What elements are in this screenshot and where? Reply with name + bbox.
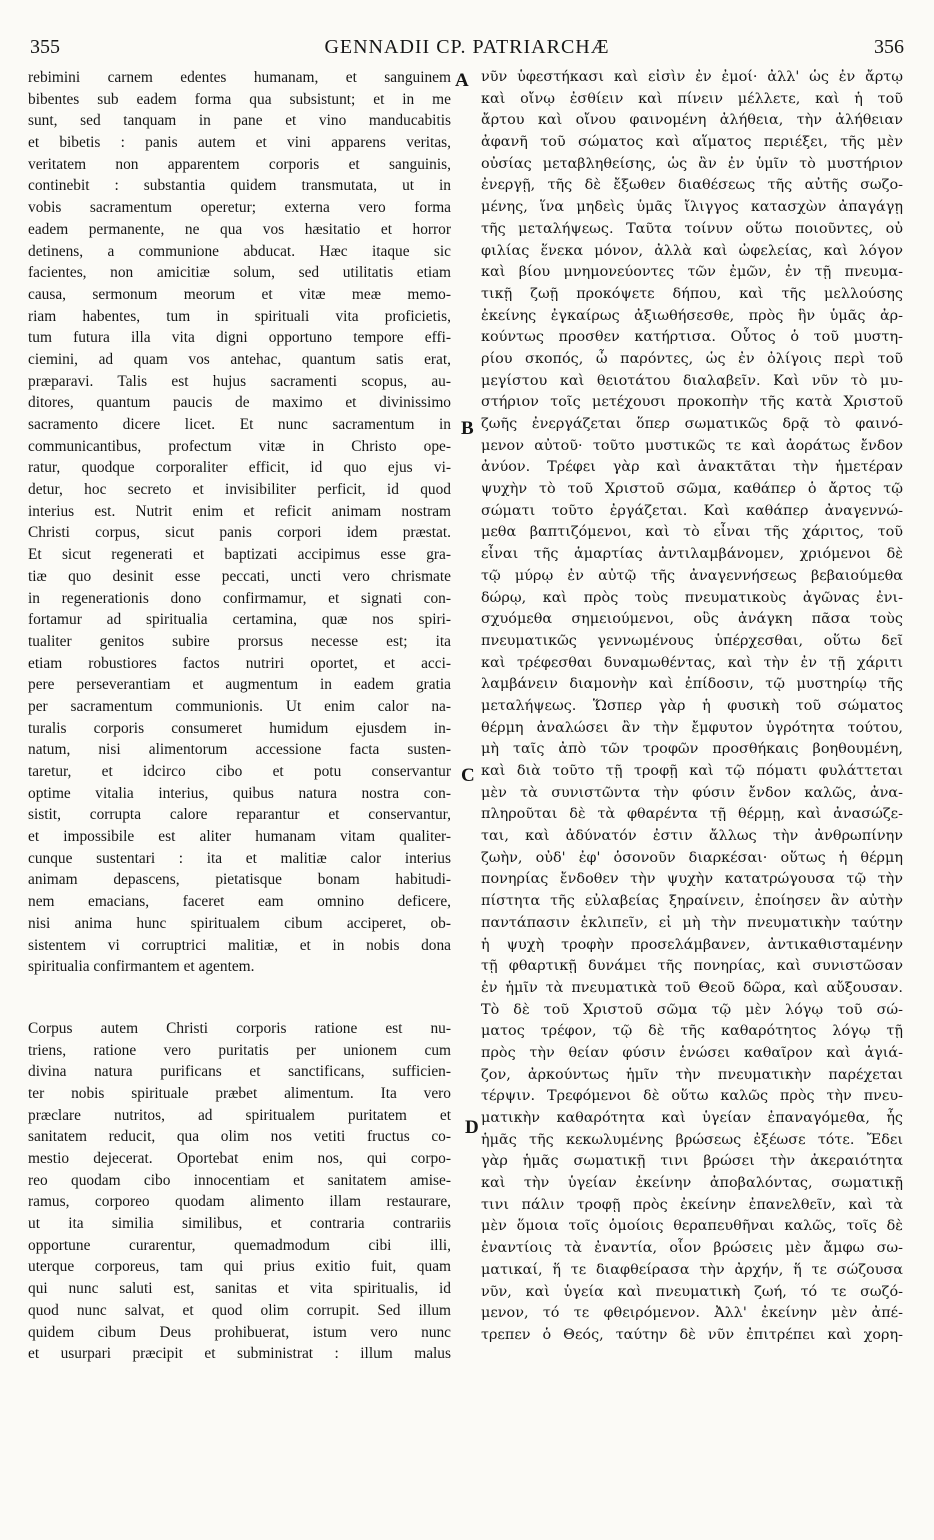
text-line: tualiter genitos subire prorsus necesse est; ita bbox=[28, 632, 451, 650]
text-line: τῆς μεταλήψεως. Ταῦτα τοίνυν οὕτω ποιοῦντες, οὐ bbox=[481, 220, 903, 237]
section-marker-b: B bbox=[461, 418, 474, 439]
text-line: vobis sacramentum operetur; externa vero forma bbox=[28, 199, 451, 217]
text-line: detur, hoc secreto et invisibiliter perficit, id quod bbox=[28, 481, 451, 499]
text-line: ciemini, ad quam vos antehac, quantum satis erat, bbox=[28, 350, 451, 368]
text-line: taretur, et idcirco cibo et potu conservantur bbox=[28, 763, 451, 780]
text-line: nem emacians, faceret eam omnino deficere, bbox=[28, 893, 451, 911]
text-line: ζον, ἀρκούντως ἡμῖν τὴν πνευματικὴν παρέχεται bbox=[481, 1066, 903, 1083]
text-line: τῇ φθαρτικῇ δυνάμει τῆς πονηρίας, καὶ συνιστῶσαν bbox=[481, 958, 903, 975]
text-line: tum futura illa vita digni opportuno tempore effi- bbox=[28, 329, 451, 347]
text-line: et impossibile est aliter humanam vitam qualiter- bbox=[28, 828, 451, 846]
running-header bbox=[30, 36, 904, 62]
text-line: πρὸς τὴν θείαν φύσιν ἑνώσει καθαῖρον καὶ ἁγιά- bbox=[481, 1044, 903, 1061]
text-line: ἐκείνης ἐγκαίρως ἀξιωθήσεσθε, πρὸς ἣν ὑμᾶς ἀρ- bbox=[481, 307, 903, 324]
text-line: rebimini carnem edentes humanam, et sanguinem bbox=[28, 69, 451, 86]
text-line: ratur, quodque corporaliter efficit, id quo ejus vi- bbox=[28, 459, 451, 477]
text-line: mestio dejecerat. Oportebat enim nos, qui corpo- bbox=[28, 1150, 451, 1167]
text-line: Corpus autem Christi corporis ratione est nu- bbox=[28, 1019, 451, 1037]
text-line: ἐναντίοις τὰ ἐναντία, οἷον βρώσεις μὲν ἄμφω σω- bbox=[481, 1240, 903, 1257]
text-line: ter nobis spirituale præbet alimentum. Ita vero bbox=[28, 1084, 451, 1102]
text-line: triens, ratione vero puritatis per unionem cum bbox=[28, 1041, 451, 1059]
page-number-left: 355 bbox=[30, 36, 60, 58]
text-line: κούντως προσθεν κατήρτισα. Οὗτος ὁ τοῦ μυστη- bbox=[481, 329, 903, 346]
text-line: per sacramentum communionis. Ut enim calor na- bbox=[28, 697, 451, 715]
text-line: καὶ βίου μνημονεύοντες τῶν ἐμῶν, ἐν τῇ πνευμα- bbox=[481, 264, 903, 281]
text-line: ἐν ἡμῖν τὰ πνευματικὰ τοῦ Θεοῦ δῶρα, καὶ αὔξουσαν. bbox=[481, 979, 903, 996]
text-line: pere perseverantiam et augmentum in eadem gratia bbox=[28, 676, 451, 694]
text-line: turalis corporis consumeret humidum ejusdem in- bbox=[28, 719, 451, 737]
text-line: σώματι τοῦτο ἐργάζεται. Καὶ καθάπερ ἀναγεννώ- bbox=[481, 502, 903, 519]
section-marker-a: A bbox=[455, 70, 469, 91]
text-line: opportune curarentur, quemadmodum cibi illi, bbox=[28, 1236, 451, 1254]
text-line: μεγίστου καὶ θειοτάτου διαλαβεῖν. Καὶ νῦν τὸ μυ- bbox=[481, 372, 903, 389]
text-line: detinens, a communione abducat. Hæc itaque sic bbox=[28, 242, 451, 260]
text-line: λαμβάνειν διαμονὴν καὶ ἐπίδοσιν, τῷ μυστηρίῳ τῆς bbox=[481, 676, 903, 693]
text-line: eadem permanente, ne qua vos hæsitatio et horror bbox=[28, 220, 451, 238]
text-line: ζωὴν, οὐδ' ἐφ' ὁσονοῦν διαρκέσαι· οὕτως ἡ θέρμη bbox=[481, 849, 903, 866]
text-line: ramus, corporeo quodam alimento illam restaurare, bbox=[28, 1193, 451, 1211]
text-line: animam depascens, pietatisque bonam habitudi- bbox=[28, 871, 451, 889]
text-line: στήριον τοῖς μετέχουσι προκοπὴν τῆς κατὰ Χριστοῦ bbox=[481, 394, 903, 411]
text-line: quidem cibum Deus prohibuerat, istum vero nunc bbox=[28, 1323, 451, 1341]
text-line: tiæ quo desinit esse peccati, uncti vero chrismate bbox=[28, 567, 451, 585]
text-line: fortamur ad spiritualia certamina, quæ nos spiri- bbox=[28, 611, 451, 629]
text-line: ἡμᾶς τῆς κεκωλυμένης βρώσεως ἐξέωσε τότε. Ἔδει bbox=[481, 1131, 903, 1148]
text-line: Christi corpus, sicut panis corpori idem præstat. bbox=[28, 524, 451, 542]
text-line: καὶ διὰ τοῦτο τῇ τροφῇ καὶ τῷ πόματι φυλάττεται bbox=[481, 763, 903, 779]
text-line: τῷ μύρῳ ἐν αὐτῷ τῆς ἀναγεννήσεως βεβαιούμεθα bbox=[481, 567, 903, 584]
text-line: et usurpari præcipit et subministrat : illum malus bbox=[28, 1345, 451, 1363]
text-line: uterque corporeus, tam qui prius exitio fuit, quam bbox=[28, 1258, 451, 1276]
text-line: φιλίας ἕνεκα μόνον, ἀλλὰ καὶ ὠφελείας, καὶ λόγον bbox=[481, 242, 903, 259]
text-line: καὶ τὴν ὑγείαν ἐκείνην ἀποβαλόντας, σωματικῇ bbox=[481, 1175, 903, 1192]
text-line: cunque sustentari : ita et malitiæ calor interius bbox=[28, 849, 451, 867]
text-line: optime vitalia interius, quibus natura nostra con- bbox=[28, 784, 451, 802]
text-line: ζωῆς ἐνεργάζεται ὅπερ σωματικῶς δρᾷ τὸ φαινό- bbox=[481, 416, 903, 432]
text-line: Et sicut regenerati et baptizati accipimus esse gra- bbox=[28, 546, 451, 564]
text-line: divina natura purificans et sanctificans, sufficien- bbox=[28, 1063, 451, 1081]
text-line: τρεπεν ὁ Θεός, ταύτην δὲ νῦν ἐπιτρέπει καὶ χορη- bbox=[481, 1326, 903, 1343]
text-line: ἄρτου καὶ οἴνου φαινομένη ἀλήθεια, τὴν ἀλήθειαν bbox=[481, 112, 903, 129]
text-line: μεθα βαπτιζόμενοι, καὶ τὸ εἶναι τῆς χάριτος, τοῦ bbox=[481, 524, 903, 541]
text-line: ditores, quantum paucis de maximo et divinissimo bbox=[28, 394, 451, 412]
running-title: GENNADII CP. PATRIARCHÆ bbox=[324, 36, 610, 58]
text-line: δώρῳ, καὶ πρὸς τοὺς πνευματικοὺς ἀγῶνας ἐνι- bbox=[481, 589, 903, 606]
text-line: et bibetis : panis autem et vini apparens veritas, bbox=[28, 134, 451, 152]
text-line: μὴ ταῖς ἀπὸ τῶν τροφῶν προσθήκαις βοηθουμένη, bbox=[481, 741, 903, 758]
text-line: σχυόμεθα σημειούμενοι, οὓς ἀνάγκη πᾶσα τοὺς bbox=[481, 611, 903, 628]
text-line: interius est. Nutrit enim et reficit animam nostram bbox=[28, 502, 451, 520]
text-line: Τὸ δὲ τοῦ Χριστοῦ σῶμα τῷ μὲν λόγῳ τοῦ σώ- bbox=[481, 1001, 903, 1018]
text-line: ται, καὶ ἀδύνατόν ἐστιν ἄλλως τὴν ἀνθρωπίνην bbox=[481, 828, 903, 845]
text-line: qui nunc saluti est, sanitas et vita spiritualis, id bbox=[28, 1280, 451, 1298]
text-line: τέρψιν. Τρεφόμενοι δὲ οὕτω καλῶς πρὸς τὴν πνευ- bbox=[481, 1088, 903, 1105]
text-line: θέρμη ἀναλώσει ἂν τὴν ἔμφυτον ὑγρότητα τούτου, bbox=[481, 719, 903, 736]
text-line: sacramento dicere licet. Et nunc sacramentum in bbox=[28, 416, 451, 433]
text-line: sunt, sed tanquam in pane et vino manducabitis bbox=[28, 112, 451, 130]
text-line: μένης, ἵνα μηδεὶς ὑμᾶς ἴλιγγος κατασχὼν ἀπαγάγῃ bbox=[481, 199, 903, 216]
text-line: bibentes sub eadem forma qua subsistunt; et in me bbox=[28, 90, 451, 108]
text-line: communicantibus, profectum vitæ in Christo ope- bbox=[28, 437, 451, 455]
section-marker-d: D bbox=[465, 1117, 479, 1138]
text-line: reo quodam cibo innocentiam et sanitatem amise- bbox=[28, 1171, 451, 1189]
text-line: ψυχὴν τὸ τοῦ Χριστοῦ σῶμα, καθάπερ ὁ ἄρτος τῷ bbox=[481, 481, 903, 498]
text-line: μὲν τὰ συνιστῶντα τὴν φύσιν ἔνδον καλῶς, ἀνα- bbox=[481, 784, 903, 801]
text-line: sanitatem reducit, qua olim nos vetiti fructus co- bbox=[28, 1128, 451, 1146]
text-line: ρίου σκοπός, ὦ παρόντες, ὡς ἐν ὀλίγοις περὶ τοῦ bbox=[481, 350, 903, 367]
text-line: μὲν ὅμοια τοῖς ὁμοίοις θεραπευθῆναι καλῶς, τοῖς δὲ bbox=[481, 1218, 903, 1235]
text-line: ματικὴν καθαρότητα καὶ ὑγείαν ἐπαναγόμεθα, ἧς bbox=[481, 1110, 903, 1126]
text-line: μενον αὐτοῦ· τοῦτο μυστικῶς τε καὶ ἀοράτως ἔνδον bbox=[481, 437, 903, 454]
text-line: εἶναι τῆς ἁμαρτίας ἀντιλαμβάνομεν, χριόμενοι δὲ bbox=[481, 546, 903, 563]
text-line: ἡ ψυχὴ τροφὴν προσελάμβανεν, ἀντικαθισταμένην bbox=[481, 936, 903, 953]
text-line: μεταλήψεως. Ὥσπερ γὰρ ἡ φυσικὴ τοῦ σώματος bbox=[481, 697, 903, 714]
text-line: nisi anima hunc spiritualem cibum acciperet, ob- bbox=[28, 914, 451, 932]
text-line: facientes, non amicitiæ solum, sed utilitatis etiam bbox=[28, 264, 451, 282]
text-line: veritatem non apparentem corporis et sanguinis, bbox=[28, 155, 451, 173]
text-line: sistit, corrupta calore reparantur et conservantur, bbox=[28, 806, 451, 824]
text-line: ματος τρέφον, τῷ δὲ τῆς καθαρότητος λόγῳ τῇ bbox=[481, 1023, 903, 1040]
section-marker-c: C bbox=[461, 765, 475, 786]
text-line: γὰρ ἡμᾶς σωματικῇ τινι βρώσει τὴν ἀκεραιότητα bbox=[481, 1153, 903, 1170]
text-line: quod nunc salvat, et quod olim corrupit. Sed illum bbox=[28, 1301, 451, 1319]
greek-column bbox=[481, 67, 903, 1347]
text-line: causa, sermonum meorum et vitæ meæ memo- bbox=[28, 285, 451, 303]
text-line: καὶ οἴνῳ ἐσθίειν καὶ πίνειν μέλλετε, καὶ ἡ τοῦ bbox=[481, 90, 903, 107]
text-line: in regenerationis dono confirmamur, et signati con- bbox=[28, 589, 451, 607]
text-line: καὶ τρέφεσθαι δυναμωθέντας, καὶ τὴν ἐν τῇ χάριτι bbox=[481, 654, 903, 671]
text-line: πληροῦται δὲ τὰ φθαρέντα τῇ θέρμῃ, καὶ ἀνασώζε- bbox=[481, 806, 903, 823]
text-line: πίστητα τῆς εὐλαβείας ξηραίνειν, ἐποίησεν ἂν αὐτὴν bbox=[481, 893, 903, 910]
text-line: τινι πάλιν τροφῇ πρὸς ἐκείνην ἐπανελθεῖν, καὶ τὰ bbox=[481, 1196, 903, 1213]
text-line: ματικαί, ἥ τε διαφθείρασα τὴν ἀρχήν, ἥ τε σώζουσα bbox=[481, 1261, 903, 1278]
text-line: ἀνύον. Τρέφει γὰρ καὶ ἀνακτᾶται τὴν ἡμετέραν bbox=[481, 459, 903, 476]
text-line: νῦν, καὶ ὑγεία καὶ πνευματικὴ ζωή, τό τε σωζό- bbox=[481, 1283, 903, 1300]
text-line: præclare nutritos, ad spiritualem puritatem et bbox=[28, 1106, 451, 1124]
text-line: ἀφανῆ τοῦ σώματος καὶ αἵματος περιέξει, τῆς μὲν bbox=[481, 134, 903, 151]
text-line: spiritualia confirmantem et agentem. bbox=[28, 958, 255, 976]
page-number-right: 356 bbox=[874, 36, 904, 58]
text-line: παντάπασιν ἐκλιπεῖν, εἰ μὴ τὴν πνευματικὴν ταύτην bbox=[481, 914, 903, 931]
text-line: μενον, τό τε φθειρόμενον. Ἀλλ' ἐκείνην μὲν ἀπέ- bbox=[481, 1305, 903, 1322]
text-line: continebit : substantia quidem transmutata, ut in bbox=[28, 177, 451, 195]
text-line: ἐνεργῇ, τῆς δὲ ἔξωθεν διαθέσεως τῆς αὐτῆς σωζο- bbox=[481, 177, 903, 194]
text-line: τικῇ ζωῇ προκόψετε δήπου, καὶ τῆς μελλούσης bbox=[481, 285, 903, 302]
latin-column bbox=[28, 67, 451, 1365]
text-line: riam habentes, tum in spirituali vita proficietis, bbox=[28, 307, 451, 325]
text-line: præparavi. Talis est hujus sacramenti scopus, au- bbox=[28, 372, 451, 390]
paragraph-gap bbox=[28, 978, 451, 1018]
text-line: etiam robustiores factos nutriri oportet, et acci- bbox=[28, 654, 451, 672]
text-line: οὐσίας μεταβληθείσης, ὡς ἂν ἐν ὑμῖν τὸ μυστήριον bbox=[481, 155, 903, 172]
text-line: ut ita similia similibus, et contraria contrariis bbox=[28, 1215, 451, 1233]
text-line: νῦν ὑφεστήκασι καὶ εἰσὶν ἐν ἐμοί· ἀλλ' ὡς ἐν ἄρτῳ bbox=[481, 69, 903, 85]
text-line: πνευματικῶς γεννωμένους ὑπέρχεσθαι, οὕτω δεῖ bbox=[481, 632, 903, 649]
text-line: πονηρίας ἔνδοθεν τὴν ψυχὴν κατατρώγουσα τῷ τὴν bbox=[481, 871, 903, 888]
text-line: natum, nisi alimentorum accessione facta susten- bbox=[28, 741, 451, 759]
text-line: sistentem vi corruptrici malitiæ, et in nobis dona bbox=[28, 936, 451, 954]
